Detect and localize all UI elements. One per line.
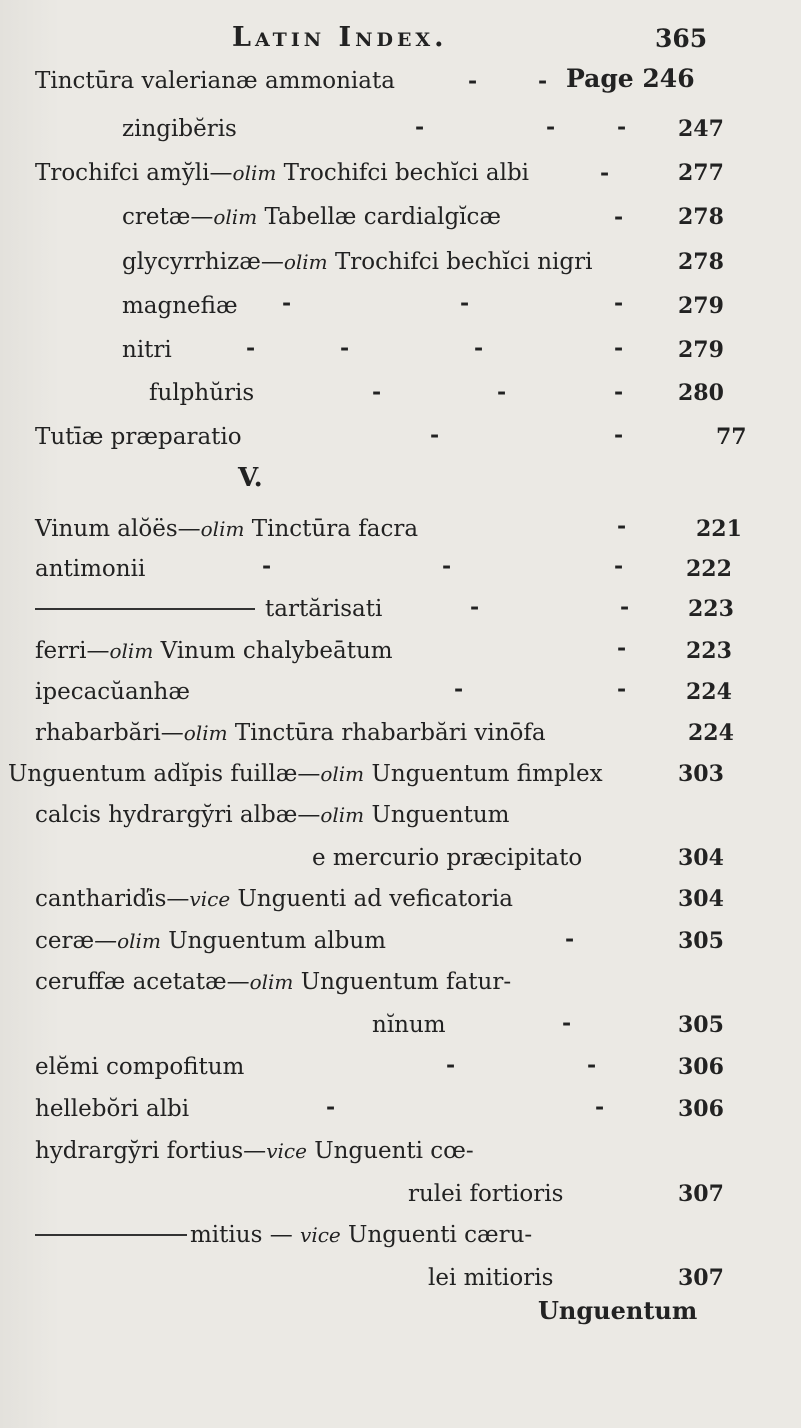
leader-dash: - (562, 1010, 572, 1036)
index-entry: mitius — vice Unguenti cæru- (190, 1222, 533, 1248)
page-reference: Page 246 (566, 64, 695, 93)
leader-dash: - (246, 335, 256, 361)
leader-dash: - (262, 553, 272, 579)
leader-dash: - (446, 1052, 456, 1078)
index-entry: ceruffæ acetatæ—olim Unguentum fatur- (35, 969, 512, 995)
leader-dash: - (430, 422, 440, 448)
leader-dash: - (497, 379, 507, 405)
page-reference: 307 (678, 1181, 724, 1207)
index-entry: canthariďis—vice Unguenti ad veficatoria (35, 886, 513, 912)
index-entry: ipecacŭanhæ (35, 679, 190, 705)
leader-dash: - (617, 513, 627, 539)
leader-dash: - (587, 1052, 597, 1078)
index-entry: Trochifci amy̆li—olim Trochifci bechĭci albi (35, 160, 530, 186)
page-reference: 247 (678, 116, 724, 142)
leader-dash: - (470, 594, 480, 620)
leader-dash: - (326, 1094, 336, 1120)
page-reference: 304 (678, 845, 724, 871)
leader-dash: - (600, 160, 610, 186)
leader-dash: - (617, 676, 627, 702)
index-entry: rulei fortioris (408, 1181, 564, 1207)
page-reference: 279 (678, 337, 724, 363)
leader-dash: - (614, 290, 624, 316)
index-entry: elĕmi compofitum (35, 1054, 245, 1080)
page-reference: 305 (678, 928, 724, 954)
page-reference: 280 (678, 380, 724, 406)
index-entry: nitri (122, 337, 172, 363)
index-entry: ferri—olim Vinum chalybeātum (35, 638, 393, 664)
index-entry: magnefiæ (122, 293, 238, 319)
index-entry: nĭnum (372, 1012, 446, 1038)
leader-dash: - (468, 68, 478, 94)
leader-dash: - (538, 68, 548, 94)
index-entry: cretæ—olim Tabellæ cardialgĭcæ (122, 204, 502, 230)
page-reference: 306 (678, 1096, 724, 1122)
ditto-rule (35, 1234, 187, 1236)
leader-dash: - (454, 676, 464, 702)
page-reference: 222 (686, 556, 732, 582)
index-entry: tartărisati (265, 596, 383, 622)
page-reference: 221 (696, 516, 742, 542)
leader-dash: - (282, 290, 292, 316)
leader-dash: - (340, 335, 350, 361)
page-gutter-shadow (0, 0, 60, 1428)
index-entry: Tutīæ præparatio (35, 424, 242, 450)
page-reference: 278 (678, 204, 724, 230)
page-reference: 278 (678, 249, 724, 275)
page-reference: 307 (678, 1265, 724, 1291)
page-number: 365 (655, 24, 708, 53)
page-reference: 303 (678, 761, 724, 787)
catchword: Unguentum (538, 1296, 698, 1325)
index-entry: lei mitioris (428, 1265, 554, 1291)
page-reference: 223 (686, 638, 732, 664)
index-entry: Unguentum adĭpis fuillæ—olim Unguentum fimplex (8, 761, 603, 787)
leader-dash: - (546, 114, 556, 140)
leader-dash: - (617, 635, 627, 661)
index-entry: Vinum alŏës—olim Tinctūra facra (35, 516, 419, 542)
index-entry: antimonii (35, 556, 146, 582)
page-reference: 224 (686, 679, 732, 705)
index-entry: hellebŏri albi (35, 1096, 190, 1122)
leader-dash: - (614, 204, 624, 230)
leader-dash: - (474, 335, 484, 361)
index-entry: hydrargy̆ri fortius—vice Unguenti cœ- (35, 1138, 474, 1164)
leader-dash: - (595, 1094, 605, 1120)
leader-dash: - (614, 379, 624, 405)
page-reference: 304 (678, 886, 724, 912)
index-entry: glycyrrhizæ—olim Trochifci bechĭci nigri (122, 249, 593, 275)
page-reference: 306 (678, 1054, 724, 1080)
index-entry: ceræ—olim Unguentum album (35, 928, 386, 954)
page-reference: 224 (688, 720, 734, 746)
index-entry: zingibĕris (122, 116, 237, 142)
leader-dash: - (442, 553, 452, 579)
section-heading: V. (238, 463, 263, 493)
page-reference: 277 (678, 160, 724, 186)
index-entry: rhabarbări—olim Tinctūra rhabarbări vinōfa (35, 720, 546, 746)
leader-dash: - (415, 114, 425, 140)
page-reference: 279 (678, 293, 724, 319)
leader-dash: - (614, 553, 624, 579)
ditto-rule (35, 608, 255, 610)
index-entry: e mercurio præcipitato (312, 845, 583, 871)
leader-dash: - (614, 422, 624, 448)
leader-dash: - (565, 926, 575, 952)
leader-dash: - (372, 379, 382, 405)
leader-dash: - (614, 335, 624, 361)
leader-dash: - (617, 114, 627, 140)
leader-dash: - (620, 594, 630, 620)
running-header-title: Latin Index. (232, 22, 448, 53)
page-reference: 77 (716, 424, 747, 450)
leader-dash: - (460, 290, 470, 316)
page-reference: 223 (688, 596, 734, 622)
page-reference: 305 (678, 1012, 724, 1038)
index-entry: Tinctūra valerianæ ammoniata (35, 68, 395, 94)
index-entry: fulphŭris (149, 380, 255, 406)
index-entry: calcis hydrargy̆ri albæ—olim Unguentum (35, 802, 510, 828)
